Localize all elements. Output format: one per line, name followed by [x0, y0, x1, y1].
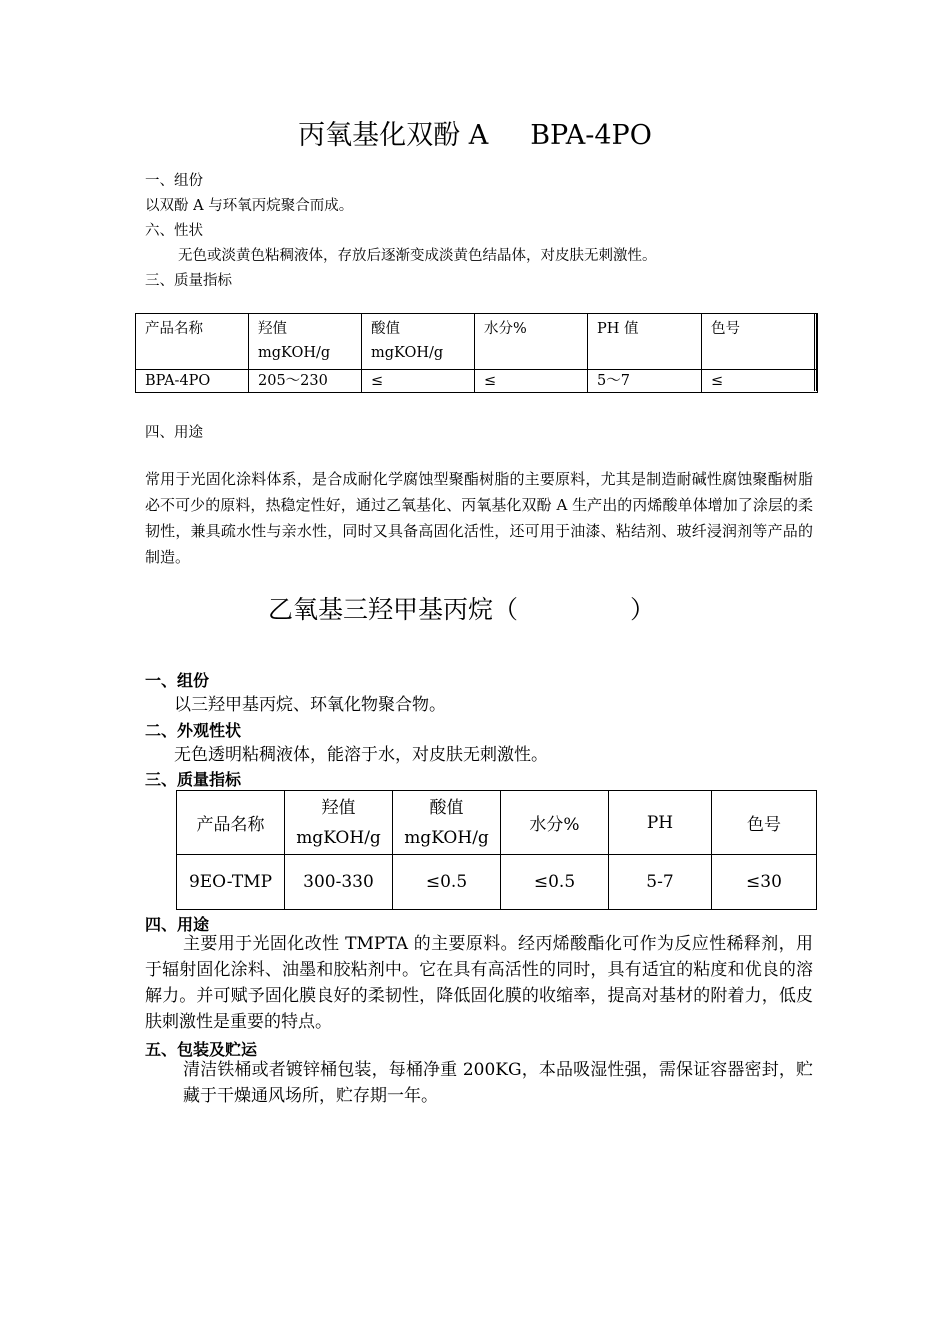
table-cell: BPA-4PO — [136, 370, 249, 393]
table-header-row — [177, 791, 817, 855]
table-cell: 5～7 — [588, 370, 702, 393]
p1-quality-table — [135, 313, 818, 393]
p2-section2-heading: 二、外观性状 — [145, 721, 242, 740]
table-row — [177, 855, 817, 910]
p1-section2-text: 无色或淡黄色粘稠液体，存放后逐渐变成淡黄色结晶体，对皮肤无刺激性。 — [178, 248, 657, 264]
table-cell: 300-330 — [285, 855, 393, 910]
p1-section3-heading: 三、质量指标 — [145, 273, 232, 289]
p2-section2-text: 无色透明粘稠液体，能溶于水，对皮肤无刺激性。 — [174, 745, 548, 765]
table-cell: ≤ — [702, 370, 818, 393]
p1-section4-text: 常用于光固化涂料体系，是合成耐化学腐蚀型聚酯树脂的主要原料，尤其是制造耐碱性腐蚀聚酯树脂必不可少的原料，热稳定性好，通过乙氧基化、丙氧基化双酚 A 生产出的丙烯酸单体增加了涂层的柔韧性，兼具疏水性与亲水性，同时又具备高固化活性，还可用于油漆、粘结剂、玻纤浸润剂等产品的制造。 — [145, 470, 813, 566]
header-cell: 产品名称 — [177, 791, 285, 855]
p2-section3-heading: 三、质量指标 — [145, 770, 242, 789]
product1-title — [0, 113, 950, 152]
p2-section1-text: 以三羟甲基丙烷、环氧化物聚合物。 — [174, 695, 446, 715]
table-row — [136, 370, 818, 393]
header-cell: 色号 — [702, 314, 818, 370]
header-cell: PH — [609, 791, 712, 855]
p1-section2-heading: 六、性状 — [145, 223, 203, 239]
product2-title — [268, 590, 655, 626]
table-cell: ≤30 — [712, 855, 817, 910]
product2-title-close: ） — [630, 595, 656, 624]
product1-title-cn: 丙氧基化双酚 A — [298, 120, 489, 151]
header-cell: 酸值 mgKOH/g — [362, 314, 475, 370]
p2-section1-heading: 一、组份 — [145, 671, 210, 690]
table-cell: 5-7 — [609, 855, 712, 910]
header-cell: PH 值 — [588, 314, 702, 370]
header-cell: 色号 — [712, 791, 817, 855]
table-cell: ≤0.5 — [501, 855, 609, 910]
header-cell: 羟值 mgKOH/g — [285, 791, 393, 855]
p2-quality-table — [176, 790, 817, 910]
p2-section4-text: 主要用于光固化改性 TMPTA 的主要原料。经丙烯酸酯化可作为反应性稀释剂，用于辐射固化涂料、油墨和胶粘剂中。它在具有高活性的同时，具有适宜的粘度和优良的溶解力。并可赋予固化膜良好的柔韧性，降低固化膜的收缩率，提高对基材的附着力，低皮肤刺激性是重要的特点。 — [145, 934, 813, 1032]
table-header-row — [136, 314, 818, 370]
p1-section4-heading: 四、用途 — [145, 425, 203, 441]
p1-section1-text: 以双酚 A 与环氧丙烷聚合而成。 — [145, 198, 354, 214]
product2-title-cn: 乙氧基三羟甲基丙烷（ — [268, 595, 519, 624]
product1-title-code: BPA-4PO — [530, 120, 652, 151]
table-cell: 9EO-TMP — [177, 855, 285, 910]
p2-section4-heading: 四、用途 — [145, 915, 210, 934]
table-cell: ≤0.5 — [393, 855, 501, 910]
header-cell: 羟值 mgKOH/g — [249, 314, 362, 370]
header-cell: 水分% — [501, 791, 609, 855]
p2-section5-heading: 五、包装及贮运 — [145, 1040, 258, 1059]
header-cell: 水分% — [475, 314, 588, 370]
table-cell: ≤ — [362, 370, 475, 393]
table-cell: 205～230 — [249, 370, 362, 393]
p1-section1-heading: 一、组份 — [145, 173, 203, 189]
p2-section5-text: 清洁铁桶或者镀锌桶包装，每桶净重 200KG，本品吸湿性强，需保证容器密封，贮藏于干燥通风场所，贮存期一年。 — [183, 1060, 813, 1106]
header-cell: 酸值 mgKOH/g — [393, 791, 501, 855]
table-cell: ≤ — [475, 370, 588, 393]
header-cell: 产品名称 — [136, 314, 249, 370]
